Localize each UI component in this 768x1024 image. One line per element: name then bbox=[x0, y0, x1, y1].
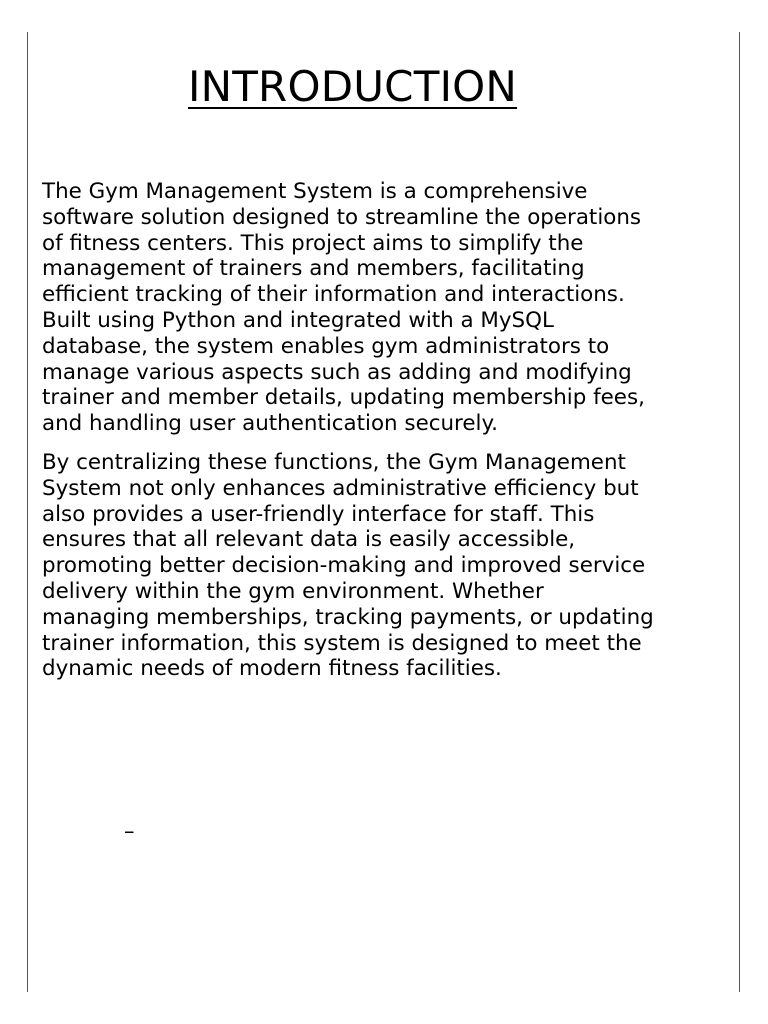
stray-dash-mark: – bbox=[124, 819, 135, 843]
page-border-right bbox=[739, 32, 740, 992]
page-border-left bbox=[27, 32, 28, 992]
page-title: INTRODUCTION bbox=[188, 62, 518, 111]
intro-paragraph-2: By centralizing these functions, the Gym Management System not only enhances administrative efficiency but also provides a user-friendly interface for staff. This ensures that all relevant data is easily accessible, promoting better decision-making and improved service delivery within the gym environment. Whether managing memberships, tracking payments, or updating trainer information, this system is designed to meet the dynamic needs of modern fitness facilities. bbox=[42, 450, 654, 682]
intro-paragraph-1: The Gym Management System is a comprehensive software solution designed to streamline the operations of fitness centers. This project aims to simplify the management of trainers and members, facilitating efficient tracking of their information and interactions. Built using Python and integrated with a MySQL database, the system enables gym administrators to manage various aspects such as adding and modifying trainer and member details, updating membership fees, and handling user authentication securely. bbox=[42, 179, 645, 437]
